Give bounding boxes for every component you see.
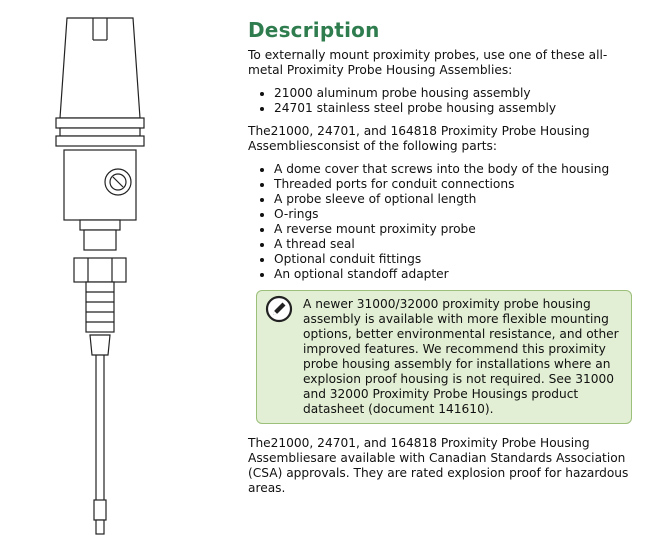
list-item: • A probe sleeve of optional length xyxy=(274,192,640,207)
description-section xyxy=(248,18,640,504)
list-item: • Threaded ports for conduit connections xyxy=(274,177,640,192)
section-heading: Description xyxy=(248,18,380,42)
list-item: • Optional conduit fittings xyxy=(274,252,640,267)
parts-intro-paragraph: The21000, 24701, and 164818 Proximity Probe Housing Assembliesconsist of the following parts: xyxy=(248,124,590,153)
list-item: • A thread seal xyxy=(274,237,640,252)
probe-housing-illustration xyxy=(0,0,240,549)
list-item: • O-rings xyxy=(274,207,640,222)
list-item: • 21000 aluminum probe housing assembly xyxy=(274,86,640,101)
assembly-list xyxy=(248,86,640,116)
closing-paragraph: The21000, 24701, and 164818 Proximity Probe Housing Assembliesare available with Canadian Standards Association (CSA) approvals. They are rated explosion proof for hazardous areas. xyxy=(248,436,629,495)
note-text: A newer 31000/32000 proximity probe housing assembly is available with more flexible mounting options, better environmental resistance, and other improved features. We recommend this proximity probe housing assembly for installations where an explosion proof housing is not required. See 31000 and 32000 Proximity Probe Housings product datasheet (document 141610). xyxy=(303,297,619,416)
parts-list xyxy=(248,162,640,282)
list-item: • A reverse mount proximity probe xyxy=(274,222,640,237)
list-item: • 24701 stainless steel probe housing assembly xyxy=(274,101,640,116)
pencil-icon xyxy=(265,295,293,323)
intro-paragraph: To externally mount proximity probes, use one of these all-metal Proximity Probe Housing Assemblies: xyxy=(248,48,608,77)
list-item: • A dome cover that screws into the body of the housing xyxy=(274,162,640,177)
note-box xyxy=(256,290,632,424)
list-item: • An optional standoff adapter xyxy=(274,267,640,282)
